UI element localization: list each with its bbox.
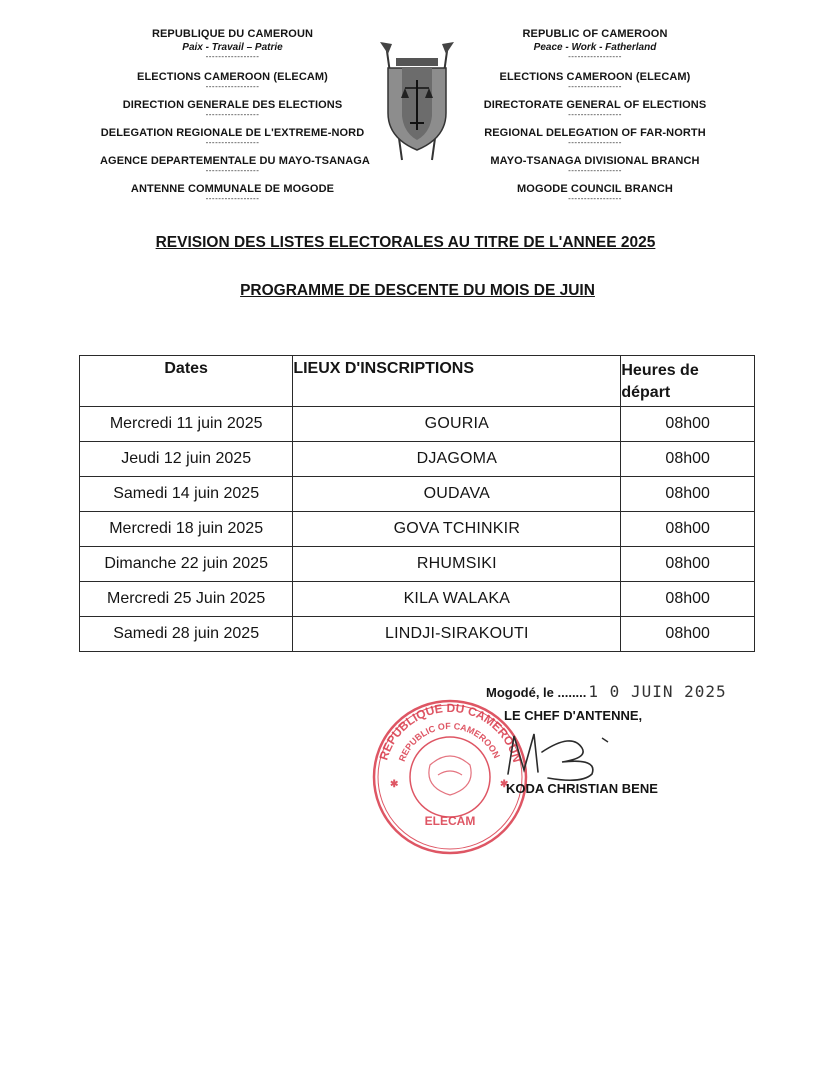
separator: ----------------- bbox=[568, 138, 622, 147]
cell-place: OUDAVA bbox=[293, 477, 621, 512]
column-header-dates: Dates bbox=[80, 356, 293, 407]
cell-hour: 08h00 bbox=[621, 512, 755, 547]
document-subtitle: PROGRAMME DE DESCENTE DU MOIS DE JUIN bbox=[240, 282, 595, 299]
cell-date: Samedi 14 juin 2025 bbox=[80, 477, 293, 512]
cell-place: RHUMSIKI bbox=[293, 547, 621, 582]
table-row bbox=[80, 547, 755, 582]
signatory-name: KODA CHRISTIAN BENE bbox=[506, 781, 658, 796]
cell-hour: 08h00 bbox=[621, 547, 755, 582]
cell-place: GOURIA bbox=[293, 407, 621, 442]
table-row bbox=[80, 442, 755, 477]
svg-text:✱: ✱ bbox=[390, 779, 399, 790]
svg-text:✱: ✱ bbox=[500, 779, 509, 790]
separator: ----------------- bbox=[568, 194, 622, 203]
table-row bbox=[80, 477, 755, 512]
header-left-antenne: ANTENNE COMMUNALE DE MOGODE bbox=[130, 183, 335, 195]
separator: ----------------- bbox=[568, 82, 622, 91]
table-header-row bbox=[80, 356, 755, 407]
cameroon-coat-of-arms-icon bbox=[372, 38, 462, 168]
table-row bbox=[80, 512, 755, 547]
separator: ----------------- bbox=[205, 166, 260, 175]
cell-date: Mercredi 25 Juin 2025 bbox=[80, 582, 293, 617]
separator: ----------------- bbox=[568, 52, 622, 61]
table-row bbox=[80, 617, 755, 652]
header-right-english bbox=[470, 28, 720, 205]
cell-place: GOVA TCHINKIR bbox=[293, 512, 621, 547]
header-right-directorate: DIRECTORATE GENERAL OF ELECTIONS bbox=[483, 99, 707, 111]
header-left-delegation: DELEGATION REGIONALE DE L'EXTREME-NORD bbox=[100, 127, 365, 139]
separator: ----------------- bbox=[205, 52, 260, 61]
document-title: REVISION DES LISTES ELECTORALES AU TITRE DE L'ANNEE 2025 bbox=[155, 234, 656, 251]
place-prefix: Mogodé, le ........ bbox=[486, 685, 587, 700]
header-left-republic: REPUBLIQUE DU CAMEROUN bbox=[151, 28, 314, 40]
header-right-republic: REPUBLIC OF CAMEROON bbox=[522, 28, 668, 40]
separator: ----------------- bbox=[205, 110, 260, 119]
table-row bbox=[80, 582, 755, 617]
cell-hour: 08h00 bbox=[621, 617, 755, 652]
header-left-french bbox=[100, 28, 370, 205]
cell-hour: 08h00 bbox=[621, 582, 755, 617]
header-left-direction: DIRECTION GENERALE DES ELECTIONS bbox=[122, 99, 343, 111]
cell-place: DJAGOMA bbox=[293, 442, 621, 477]
column-header-places: LIEUX D'INSCRIPTIONS bbox=[293, 356, 621, 407]
column-header-hours-line2: départ bbox=[621, 384, 671, 401]
separator: ----------------- bbox=[568, 166, 622, 175]
date-stamp: 1 0 JUIN 2025 bbox=[588, 682, 727, 701]
header-left-agence: AGENCE DEPARTEMENTALE DU MAYO-TSANAGA bbox=[100, 155, 370, 167]
stamp-label: ELECAM bbox=[424, 814, 476, 828]
header-left-motto: Paix - Travail – Patrie bbox=[182, 42, 283, 53]
header-right-council: MOGODE COUNCIL BRANCH bbox=[517, 183, 673, 195]
header-right-branch: MAYO-TSANAGA DIVISIONAL BRANCH bbox=[490, 155, 700, 167]
cell-date: Samedi 28 juin 2025 bbox=[80, 617, 293, 652]
cell-hour: 08h00 bbox=[621, 442, 755, 477]
separator: ----------------- bbox=[205, 194, 260, 203]
separator: ----------------- bbox=[205, 138, 260, 147]
cell-hour: 08h00 bbox=[621, 407, 755, 442]
cell-place: LINDJI-SIRAKOUTI bbox=[293, 617, 621, 652]
column-header-hours-line1: Heures de bbox=[621, 362, 699, 379]
handwritten-signature-icon bbox=[490, 712, 630, 792]
header-right-elecam: ELECTIONS CAMEROON (ELECAM) bbox=[499, 71, 691, 83]
separator: ----------------- bbox=[205, 82, 260, 91]
cell-date: Mercredi 11 juin 2025 bbox=[80, 407, 293, 442]
schedule-table bbox=[79, 355, 755, 652]
header-right-delegation: REGIONAL DELEGATION OF FAR-NORTH bbox=[484, 127, 706, 139]
cell-date: Jeudi 12 juin 2025 bbox=[80, 442, 293, 477]
cell-hour: 08h00 bbox=[621, 477, 755, 512]
cell-date: Mercredi 18 juin 2025 bbox=[80, 512, 293, 547]
stamp-text-outer: REPUBLIQUE DU CAMEROUN bbox=[376, 700, 525, 764]
signatory-role: LE CHEF D'ANTENNE, bbox=[504, 708, 643, 723]
cell-place: KILA WALAKA bbox=[293, 582, 621, 617]
place-and-date bbox=[486, 682, 727, 701]
cell-date: Dimanche 22 juin 2025 bbox=[80, 547, 293, 582]
separator: ----------------- bbox=[568, 110, 622, 119]
column-header-hours bbox=[621, 356, 755, 407]
header-left-elecam: ELECTIONS CAMEROON (ELECAM) bbox=[137, 71, 328, 83]
header-right-motto: Peace - Work - Fatherland bbox=[533, 42, 657, 53]
table-row bbox=[80, 407, 755, 442]
stamp-text-inner: REPUBLIC OF CAMEROON bbox=[396, 720, 502, 763]
